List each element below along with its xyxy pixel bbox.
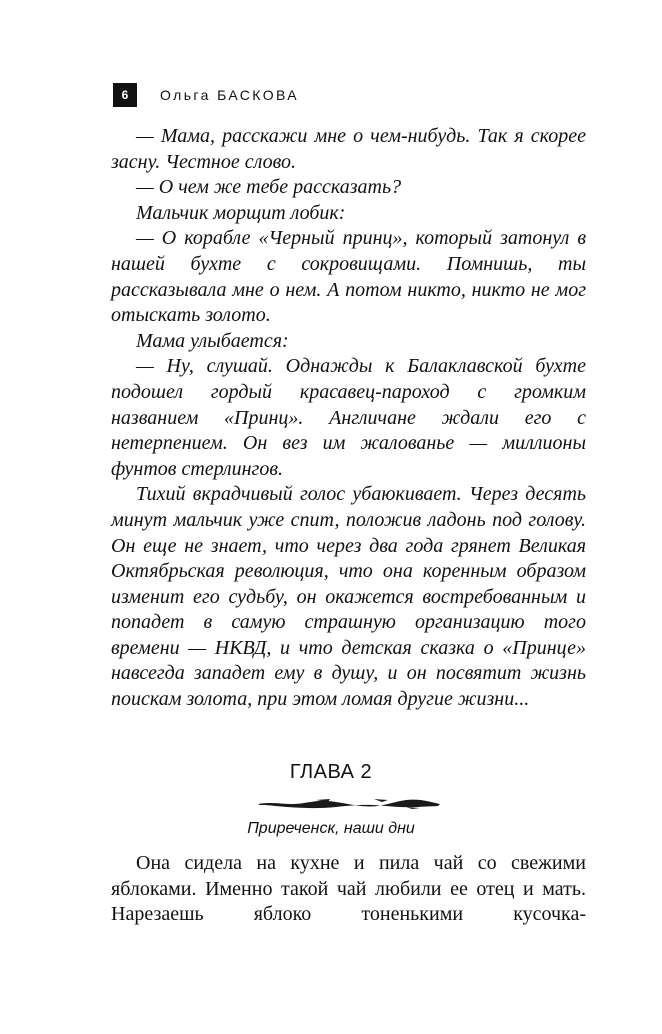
paragraph: — Мама, расскажи мне о чем-нибудь. Так я скорее засну. Честное слово. bbox=[111, 125, 586, 173]
paragraph: Она сидела на кухне и пила чай со свежими яблоками. Именно такой чай любили ее отец и мать. Нарезаешь яблоко тоненькими кусочка- bbox=[111, 852, 586, 926]
paragraph: Мама улыбается: bbox=[136, 329, 289, 352]
paragraph: — О корабле «Черный принц», который затонул в нашей бухте с сокровищами. Помнишь, ты рассказывала мне о нем. А потом никто, никто не мог отыскать золото. bbox=[111, 227, 586, 327]
paragraph: Мальчик морщит лобик: bbox=[136, 201, 346, 224]
chapter-title: ГЛАВА 2 bbox=[289, 761, 373, 783]
body-block bbox=[111, 851, 586, 928]
page-number: 6 bbox=[113, 83, 137, 107]
ornament-divider bbox=[256, 797, 442, 811]
dialogue-block bbox=[111, 124, 586, 713]
paragraph: Тихий вкрадчивый голос убаюкивает. Через десять минут мальчик уже спит, положив ладонь под голову. Он еще не знает, что через два года грянет Великая Октябрьская революция, что она коренным образом изменит его судьбу, он окажется востребованным и попадет в самую страшную организацию того времени — НКВД, и что детская сказка о «Принце» навсегда западет ему в душу, и он посвятит жизнь поискам золота, при этом ломая другие жизни... bbox=[111, 483, 586, 711]
paragraph: — О чем же тебе рассказать? bbox=[136, 176, 402, 199]
running-head: Ольга БАСКОВА bbox=[160, 87, 299, 103]
chapter-place-time: Приреченск, наши дни bbox=[247, 820, 415, 837]
paragraph: — Ну, слушай. Однажды к Балаклавской бухте подошел гордый красавец-пароход с громким названием «Принц». Англичане ждали его с нетерпением. Он вез им жалованье — миллионы фунтов стерлингов. bbox=[111, 355, 586, 480]
